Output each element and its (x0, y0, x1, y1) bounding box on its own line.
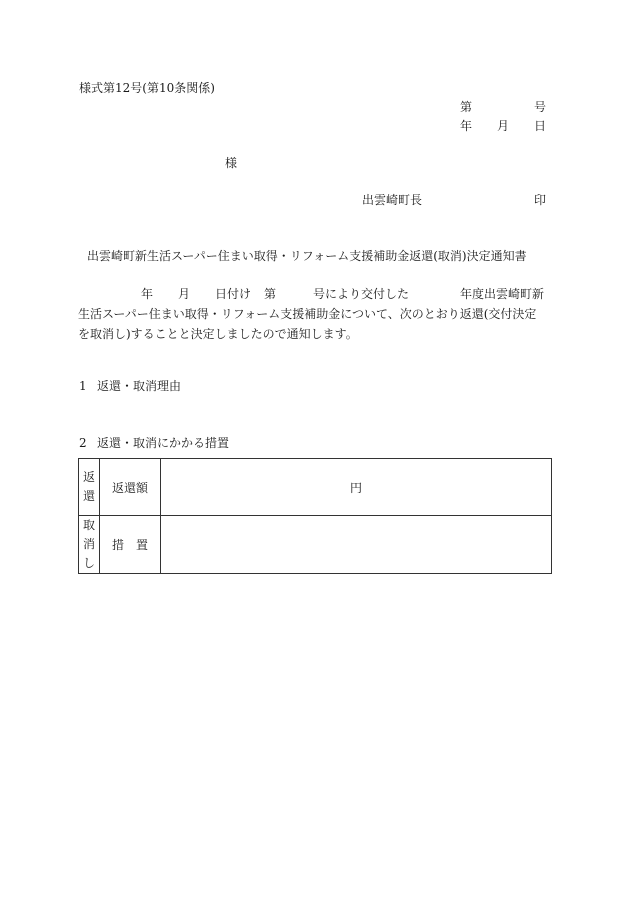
measures-label: 措 置 (100, 516, 161, 574)
section-title: 返還・取消理由 (97, 379, 182, 393)
body-year: 年 (141, 287, 154, 301)
section-number: 2 (79, 436, 87, 450)
form-number: 様式第12号(第10条関係) (79, 81, 215, 95)
body-dated: 日付け (215, 287, 252, 301)
date-month: 月 (497, 119, 510, 133)
cancel-vertical-label: 取 消 し (79, 516, 100, 574)
body-number-prefix: 第 (264, 287, 277, 301)
section-title: 返還・取消にかかる措置 (97, 436, 230, 450)
date-year: 年 (460, 119, 473, 133)
notice-body (78, 284, 554, 344)
refund-amount-label: 返還額 (100, 459, 161, 516)
body-line-1 (78, 284, 554, 304)
date-line (0, 119, 630, 133)
section-2 (0, 436, 630, 450)
section-number: 1 (79, 379, 87, 393)
issuer-seal: 印 (534, 193, 547, 207)
issuer-line (0, 193, 630, 207)
table-row-refund (79, 459, 552, 516)
body-line-3: を取消し)することと決定しましたので通知します。 (78, 327, 358, 341)
document-title: 出雲崎町新生活スーパー住まい取得・リフォーム支援補助金返還(取消)決定通知書 (87, 249, 527, 263)
body-number-issued: 号により交付した (313, 287, 410, 301)
measures-field[interactable] (161, 516, 552, 574)
measures-table (78, 458, 552, 574)
date-day: 日 (534, 119, 547, 133)
document-number-line (0, 100, 630, 114)
refund-amount-field[interactable]: 円 (161, 459, 552, 516)
number-suffix: 号 (534, 100, 547, 114)
issuer-title: 出雲崎町長 (362, 193, 423, 207)
refund-vertical-label: 返 還 (79, 459, 100, 516)
body-line-2: 生活スーパー住まい取得・リフォーム支援補助金について、次のとおり返還(交付決定 (78, 307, 537, 321)
recipient-suffix: 様 (225, 156, 238, 170)
number-prefix: 第 (460, 100, 473, 114)
body-month: 月 (178, 287, 191, 301)
body-fiscal-year: 年度出雲崎町新 (460, 287, 545, 301)
table-row-cancel (79, 516, 552, 574)
section-1 (0, 379, 630, 393)
